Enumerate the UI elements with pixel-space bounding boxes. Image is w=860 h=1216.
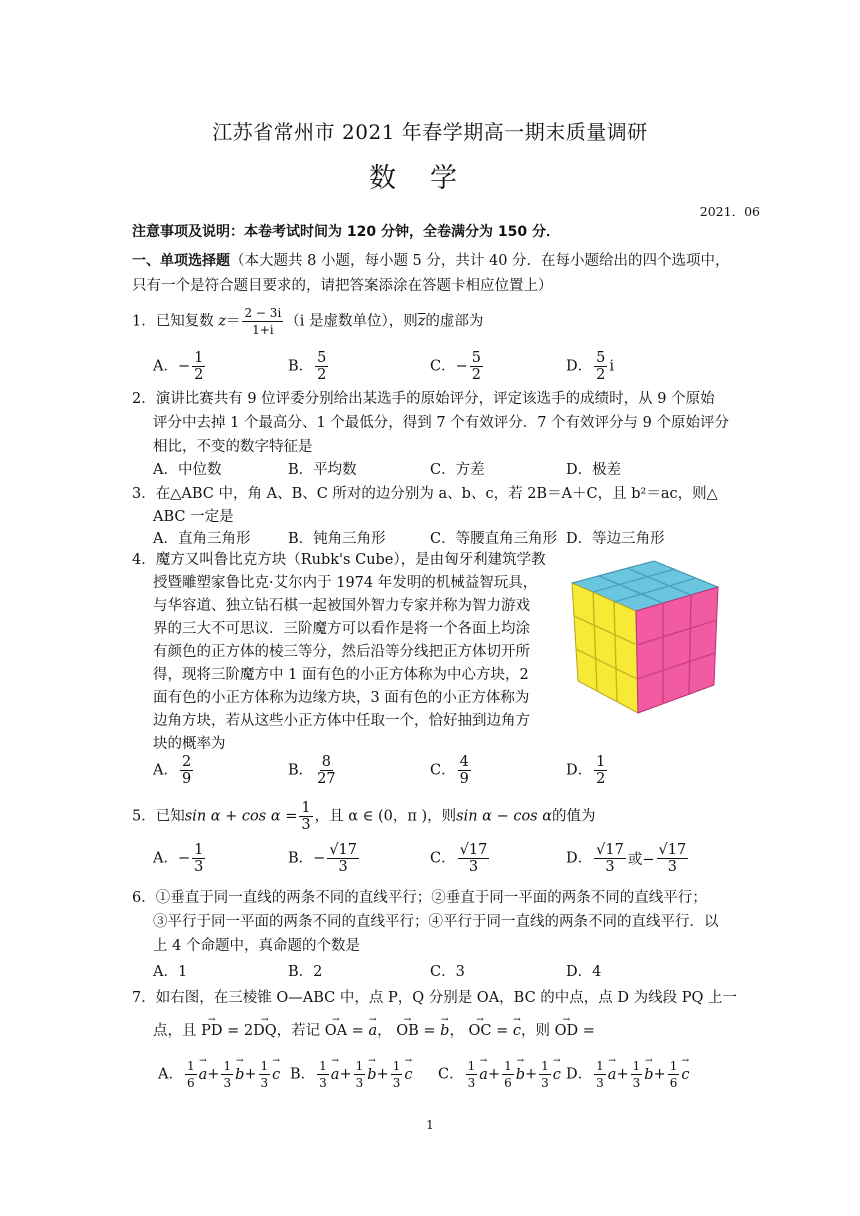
coef-frac: $\frac{1}{3}$ [467, 1059, 476, 1090]
coef-frac: $\frac{1}{3}$ [319, 1059, 327, 1090]
q5-option-a[interactable] [153, 842, 207, 875]
frac-den: 2 [596, 771, 606, 787]
q4-option-b[interactable] [288, 754, 340, 787]
option-fraction [192, 350, 205, 383]
coef-frac: $\frac{1}{3}$ [392, 1059, 401, 1090]
frac-num: 5 [596, 350, 606, 366]
frac-num: √17 [329, 842, 358, 858]
vector-c: → c [681, 1067, 689, 1083]
vector-a: → a [199, 1067, 208, 1083]
rubiks-cube-image [562, 553, 726, 717]
q7-l2-pre: 点，且 [153, 1023, 202, 1039]
option-label: B． [288, 762, 314, 779]
option-label: A． [153, 358, 178, 375]
q4-line: 授暨雕塑家鲁比克·艾尔内于 1974 年发明的机械益智玩具， [153, 575, 538, 591]
option-fraction [315, 350, 328, 383]
q5-expr2: sin α − cos α [456, 808, 553, 825]
option-label: B． [288, 358, 314, 375]
frac-num: √17 [596, 842, 624, 858]
option-label: A． [158, 1066, 183, 1083]
q4-option-d[interactable] [566, 754, 609, 787]
q1-option-a[interactable] [153, 350, 207, 383]
coef-frac: $\frac{1}{3}$ [632, 1059, 641, 1090]
q2-option-c[interactable]: C．方差 [430, 462, 485, 478]
option-fraction [470, 350, 483, 383]
q5-number: 5． [132, 808, 156, 825]
q7-option-b[interactable]: B． $\frac{1}{3}$ → a+ $\frac{1}{3}$ → b+ $\frac{1}{3}$ → c [290, 1058, 412, 1091]
option-fraction [192, 842, 205, 875]
q3-option-d[interactable]: D．等边三角形 [566, 531, 665, 547]
vector-b: → b [440, 1021, 449, 1041]
frac-den: 2 [194, 367, 204, 383]
frac-den: 9 [181, 771, 192, 787]
vector-a: → a [368, 1021, 377, 1041]
q6-option-d[interactable]: D．4 [566, 964, 602, 980]
q7-eq: = 2 [222, 1023, 254, 1039]
coef-frac: $\frac{1}{3}$ [260, 1059, 269, 1090]
section1-desc2: 只有一个是符合题目要求的，请把答案添涂在答题卡相应位置上） [132, 278, 553, 294]
q2-option-d[interactable]: D．极差 [566, 462, 622, 478]
q4-line: 有颜色的正方体的棱三等分，然后沿等分线把正方体切开所 [153, 644, 530, 660]
question-7-line1 [132, 988, 737, 1008]
option-sign: − [177, 850, 191, 867]
frac-num: 1 [194, 842, 204, 858]
q4-line: 边角方块，若从这些小正方体中任取一个，恰好抽到边角方 [153, 713, 530, 729]
q1-options [153, 350, 733, 386]
q1-frac-den: 1+i [252, 323, 274, 337]
option-label: B． [290, 1066, 316, 1083]
vector-c: → c [553, 1067, 561, 1083]
vector-b: → b [367, 1067, 376, 1083]
option-sign: − [313, 850, 326, 867]
option-fraction [594, 754, 607, 787]
q6-option-b[interactable]: B．2 [288, 964, 323, 980]
q6-option-c[interactable]: C．3 [430, 964, 465, 980]
option-fraction [458, 842, 490, 875]
coef-den: 6 [669, 1076, 678, 1090]
option-or: 或− [627, 852, 655, 868]
frac-den: 2 [596, 367, 606, 383]
option-label: B． [288, 850, 314, 867]
coef-den: 3 [223, 1076, 232, 1090]
option-sign: − [455, 358, 468, 375]
option-label: D． [566, 762, 593, 779]
vector-c: → c [513, 1021, 521, 1041]
q4-line: 面有色的小正方体称为边缘方块，3 面有色的小正方体称为 [153, 690, 530, 706]
q4-line: 与华容道、独立钻石棋一起被国外智力专家并称为智力游戏 [153, 598, 530, 614]
q2-options [153, 458, 733, 480]
q5-options [153, 842, 733, 882]
option-fraction [315, 754, 337, 787]
question-3-line1 [132, 484, 732, 504]
q5-expr1: sin α + cos α = [184, 808, 298, 825]
q1-pre: 已知复数 [155, 313, 219, 330]
frac-den: 3 [605, 859, 615, 875]
q2-line3: 相比，不变的数字特征是 [153, 439, 313, 455]
q7-line1: 如右图，在三棱锥 O—ABC 中，点 P，Q 分别是 OA，BC 的中点，点 D 为线段 PQ 上一 [155, 990, 737, 1006]
option-sign: − [177, 358, 191, 375]
vector-oc: → OC [469, 1021, 492, 1041]
q1-fraction [242, 305, 283, 338]
frac-den: 2 [317, 367, 327, 383]
frac-num: 4 [459, 754, 469, 770]
q7-number: 7． [132, 990, 156, 1006]
q4-number: 4． [132, 552, 156, 568]
q7-l2-mid: ，若记 [276, 1023, 325, 1039]
vector-oa: → OA [325, 1021, 347, 1041]
option-fraction [594, 350, 607, 383]
coef-den: 3 [467, 1076, 476, 1090]
frac-num: 1 [301, 800, 311, 816]
frac-num: √17 [459, 842, 488, 858]
q6-options [153, 960, 733, 982]
vector-dq: → DQ [253, 1021, 277, 1041]
frac-den: 3 [194, 859, 204, 875]
q5-option-d[interactable] [566, 842, 690, 875]
q4-option-c[interactable] [430, 754, 473, 787]
q5-pre: 已知 [155, 808, 185, 825]
q6-line2: ③平行于同一平面的两条不同的直线平行；④平行于同一直线的两条不同的直线平行．以 [153, 914, 719, 930]
coef-den: 3 [319, 1076, 327, 1090]
q4-line: 块的概率为 [153, 736, 226, 752]
q5-mid: ，且 α ∈ (0，π )，则 [314, 808, 457, 825]
frac-num: 8 [321, 754, 331, 770]
q4-line: 界的三大不可思议．三阶魔方可以看作是将一个各面上均涂 [153, 621, 530, 637]
q1-number: 1． [132, 313, 156, 330]
q3-option-b[interactable]: B．钝角三角形 [288, 531, 386, 547]
vector-a: → a [608, 1067, 617, 1083]
option-label: C． [430, 762, 456, 779]
frac-num: 1 [596, 754, 606, 770]
coef-den: 3 [541, 1076, 549, 1090]
q5-fraction [299, 800, 312, 833]
frac-den: 9 [459, 771, 469, 787]
q1-zbar: $\overline{z}$ [417, 313, 426, 330]
subject-title: 数学 [369, 163, 491, 194]
frac-num: 5 [317, 350, 327, 366]
q6-option-a[interactable]: A．1 [153, 964, 188, 980]
frac-den: 3 [301, 817, 311, 833]
option-fraction-2 [657, 842, 689, 875]
option-label: D． [566, 850, 593, 867]
option-suffix: i [609, 358, 615, 375]
q2-option-b[interactable]: B．平均数 [288, 462, 357, 478]
q6-line1: ①垂直于同一直线的两条不同的直线平行；②垂直于同一平面的两条不同的直线平行； [155, 890, 707, 906]
q2-number: 2． [132, 391, 156, 407]
question-1-stem [132, 305, 732, 338]
q3-number: 3． [132, 486, 156, 502]
vector-od: → OD [555, 1021, 579, 1041]
q2-line1: 演讲比赛共有 9 位评委分别给出某选手的原始评分，评定该选手的成绩时，从 9 个原始 [155, 391, 715, 407]
vector-b: → b [644, 1067, 653, 1083]
exam-date: 2021．06 [699, 204, 760, 219]
notice: 注意事项及说明：本卷考试时间为 120 分钟，全卷满分为 150 分． [132, 224, 560, 240]
frac-num: 5 [471, 350, 481, 366]
coef-den: 3 [596, 1076, 604, 1090]
exam-title: 江苏省常州市 2021 年春学期高一期末质量调研 [212, 120, 648, 144]
frac-den: 27 [317, 771, 336, 787]
q4-line: 得，现将三阶魔方中 1 面有色的小正方体称为中心方块，2 [153, 667, 529, 683]
option-label: C． [430, 850, 456, 867]
section1-heading: 一、单项选择题 [132, 253, 230, 269]
vector-pd: → PD [201, 1021, 222, 1041]
q7-option-d[interactable]: D． $\frac{1}{3}$ → a+ $\frac{1}{3}$ → b+ $\frac{1}{6}$ → c [566, 1058, 689, 1091]
q6-number: 6． [132, 890, 156, 906]
option-label: D． [566, 358, 593, 375]
q4-options [153, 754, 733, 794]
option-label: D． [566, 1066, 593, 1083]
coef-den: 3 [355, 1076, 364, 1090]
coef-frac: $\frac{1}{3}$ [596, 1059, 604, 1090]
q1-z: z [218, 313, 226, 330]
q1-option-b[interactable] [288, 350, 330, 383]
option-label: C． [438, 1066, 464, 1083]
coef-frac: $\frac{1}{6}$ [504, 1059, 512, 1090]
vector-b: → b [235, 1067, 244, 1083]
vector-c: → c [404, 1067, 412, 1083]
q5-option-c[interactable] [430, 842, 491, 875]
option-label: A． [153, 762, 178, 779]
option-fraction [594, 842, 626, 875]
coef-den: 6 [186, 1076, 195, 1090]
q3-line2: ABC 一定是 [153, 509, 234, 525]
q6-line3: 上 4 个命题中，真命题的个数是 [153, 938, 360, 954]
q1-post: （i 是虚数单位），则 [285, 313, 418, 330]
option-label: A． [153, 850, 178, 867]
q4-line: 魔方又叫鲁比克方块（Rubk's Cube），是由匈牙利建筑学教 [155, 552, 546, 568]
coef-den: 6 [504, 1076, 512, 1090]
q3-option-c[interactable]: C．等腰直角三角形 [430, 531, 558, 547]
q1-option-c[interactable] [430, 350, 485, 383]
coef-frac: $\frac{1}{3}$ [223, 1059, 232, 1090]
vector-ob: → OB [396, 1021, 419, 1041]
q3-line1: 在△ABC 中，角 A、B、C 所对的边分别为 a、b、c，若 2B＝A＋C，且 b²＝ac，则△ [155, 486, 718, 502]
q7-line2: 点，且 → PD = 2→ DQ，若记 → OA = → a， → OB = → b， → OC = → c，则 → OD = [153, 1021, 753, 1041]
q1-frac-num: 2 − 3i [244, 306, 282, 320]
q7-option-a[interactable]: A． $\frac{1}{6}$ → a+ $\frac{1}{3}$ → b+ $\frac{1}{3}$ → c [158, 1058, 280, 1091]
option-fraction [180, 754, 193, 787]
q7-option-c[interactable]: C． $\frac{1}{3}$ → a+ $\frac{1}{6}$ → b+ $\frac{1}{3}$ → c [438, 1058, 561, 1091]
q5-option-b[interactable] [288, 842, 361, 875]
frac-num: 2 [181, 754, 192, 770]
option-fraction [327, 842, 359, 875]
q2-option-a[interactable]: A．中位数 [153, 462, 222, 478]
coef-den: 3 [632, 1076, 641, 1090]
q1-tail: 的虚部为 [425, 313, 484, 330]
q4-option-a[interactable] [153, 754, 195, 787]
frac-num: 1 [194, 350, 204, 366]
coef-frac: $\frac{1}{6}$ [669, 1059, 678, 1090]
question-6-line1 [132, 888, 732, 908]
frac-den: 3 [468, 859, 479, 875]
frac-den: 3 [338, 859, 348, 875]
coef-frac: $\frac{1}{3}$ [355, 1059, 364, 1090]
q1-eq: ＝ [225, 313, 241, 330]
option-label: C． [430, 358, 456, 375]
question-5-stem [132, 800, 732, 833]
section1-desc1: （本大题共 8 小题，每小题 5 分，共计 40 分．在每小题给出的四个选项中， [230, 253, 730, 269]
q1-option-d[interactable] [566, 350, 614, 383]
coef-den: 3 [392, 1076, 401, 1090]
q3-options [153, 527, 733, 549]
frac-num: √17 [658, 842, 687, 858]
q3-option-a[interactable]: A．直角三角形 [153, 531, 251, 547]
vector-b: → b [516, 1067, 525, 1083]
q7-options [158, 1058, 738, 1098]
q2-line2: 评分中去掉 1 个最高分、1 个最低分，得到 7 个有效评分．7 个有效评分与 9 个原始评分 [153, 415, 729, 431]
frac-den: 3 [667, 859, 677, 875]
coef-frac: $\frac{1}{3}$ [541, 1059, 549, 1090]
option-fraction [458, 754, 471, 787]
frac-den: 2 [471, 367, 481, 383]
coef-frac: $\frac{1}{6}$ [186, 1059, 195, 1090]
vector-a: → a [331, 1067, 340, 1083]
vector-c: → c [272, 1067, 280, 1083]
vector-a: → a [479, 1067, 488, 1083]
coef-den: 3 [260, 1076, 269, 1090]
q5-tail: 的值为 [552, 808, 596, 825]
section1-line1 [132, 251, 732, 271]
question-2-line1 [132, 389, 732, 409]
page-number: 1 [426, 1118, 434, 1132]
